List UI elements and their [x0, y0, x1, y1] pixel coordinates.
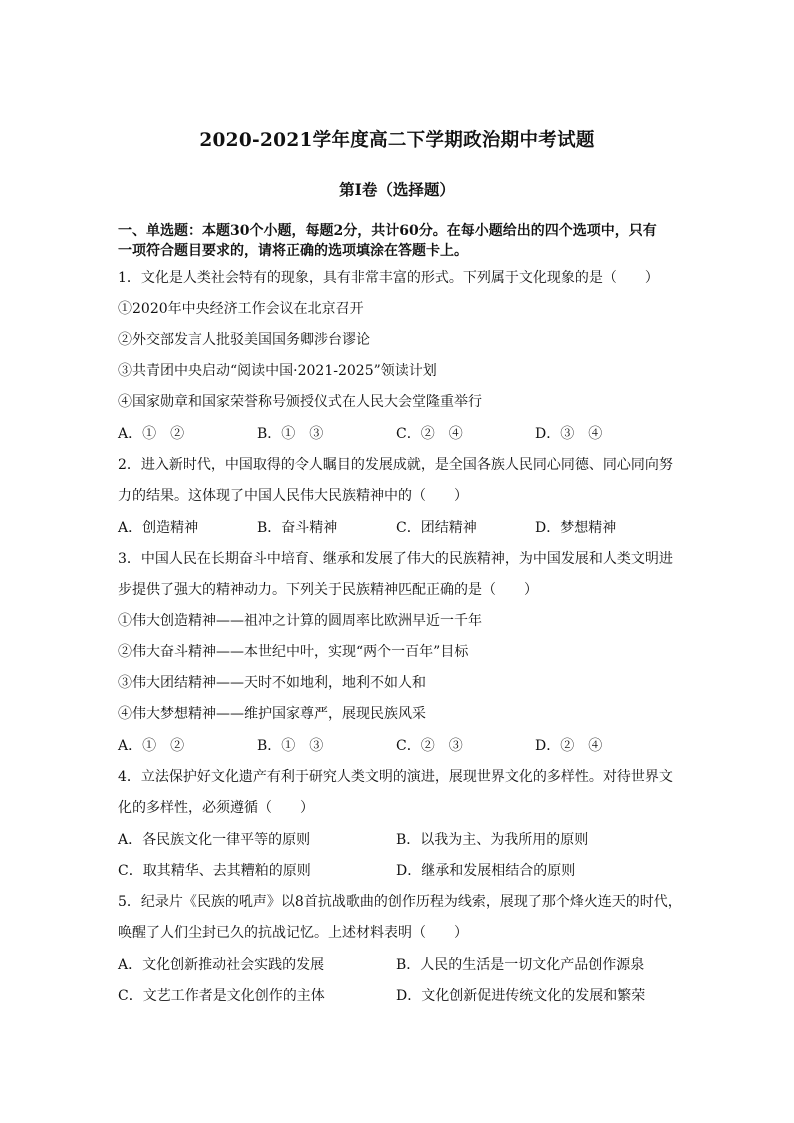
q5-stem-line-2: 唤醒了人们尘封已久的抗战记忆。上述材料表明（ ） [118, 925, 468, 941]
q4-option-a: A．各民族文化一律平等的原则 [118, 832, 311, 848]
instructions-line-1: 一、单选题：本题30个小题，每题2分，共计60分。在每小题给出的四个选项中，只有 [118, 223, 657, 239]
q1-option-b: B．① ③ [257, 426, 324, 442]
q1-stem: 1．文化是人类社会特有的现象，具有非常丰富的形式。下列属于文化现象的是（ ） [118, 270, 659, 286]
q2-stem-line-1: 2．进入新时代，中国取得的令人瞩目的发展成就，是全国各族人民同心同德、同心同向努 [118, 457, 673, 473]
exam-title: 2020-2021学年度高二下学期政治期中考试题 [199, 130, 595, 151]
q1-option-a: A．① ② [118, 426, 185, 442]
q2-option-b: B．奋斗精神 [257, 520, 338, 536]
instructions-line-2: 一项符合题目要求的，请将正确的选项填涂在答题卡上。 [118, 243, 468, 259]
q3-item-3: ③伟大团结精神——天时不如地利，地利不如人和 [118, 675, 426, 691]
q1-option-c: C．② ④ [396, 426, 463, 442]
q2-stem-line-2: 力的结果。这体现了中国人民伟大民族精神中的（ ） [118, 488, 468, 504]
q3-item-1: ①伟大创造精神——祖冲之计算的圆周率比欧洲早近一千年 [118, 613, 482, 629]
q1-item-3: ③共青团中央启动“阅读中国·2021-2025”领读计划 [118, 363, 437, 379]
q2-option-a: A．创造精神 [118, 520, 199, 536]
q3-item-2: ②伟大奋斗精神——本世纪中叶，实现“两个一百年”目标 [118, 644, 469, 660]
q1-option-d: D．③ ④ [535, 426, 603, 442]
q5-option-c: C．文艺工作者是文化创作的主体 [118, 988, 325, 1004]
q1-item-4: ④国家勋章和国家荣誉称号颁授仪式在人民大会堂隆重举行 [118, 394, 482, 410]
q4-option-b: B．以我为主、为我所用的原则 [396, 832, 589, 848]
q1-item-2: ②外交部发言人批驳美国国务卿涉台谬论 [118, 332, 370, 348]
q3-stem-line-2: 步提供了强大的精神动力。下列关于民族精神匹配正确的是（ ） [118, 582, 538, 598]
q2-option-c: C．团结精神 [396, 520, 477, 536]
q3-option-c: C．② ③ [396, 738, 463, 754]
q4-option-c: C．取其精华、去其糟粕的原则 [118, 863, 311, 879]
q5-option-d: D．文化创新促进传统文化的发展和繁荣 [396, 988, 646, 1004]
q5-stem-line-1: 5．纪录片《民族的吼声》以8首抗战歌曲的创作历程为线索，展现了那个烽火连天的时代， [118, 894, 682, 910]
section-title: 第I卷（选择题） [339, 180, 455, 199]
q3-item-4: ④伟大梦想精神——维护国家尊严，展现民族风采 [118, 706, 426, 722]
q4-stem-line-1: 4．立法保护好文化遗产有利于研究人类文明的演进，展现世界文化的多样性。对待世界文 [118, 769, 673, 785]
q4-option-d: D．继承和发展相结合的原则 [396, 863, 576, 879]
q5-option-b: B．人民的生活是一切文化产品创作源泉 [396, 957, 645, 973]
q3-option-a: A．① ② [118, 738, 185, 754]
q3-stem-line-1: 3．中国人民在长期奋斗中培育、继承和发展了伟大的民族精神，为中国发展和人类文明进 [118, 551, 673, 567]
q3-option-d: D．② ④ [535, 738, 603, 754]
q3-option-b: B．① ③ [257, 738, 324, 754]
q4-stem-line-2: 化的多样性，必须遵循（ ） [118, 800, 314, 816]
q1-item-1: ①2020年中央经济工作会议在北京召开 [118, 301, 364, 317]
q2-option-d: D．梦想精神 [535, 520, 617, 536]
q5-option-a: A．文化创新推动社会实践的发展 [118, 957, 325, 973]
